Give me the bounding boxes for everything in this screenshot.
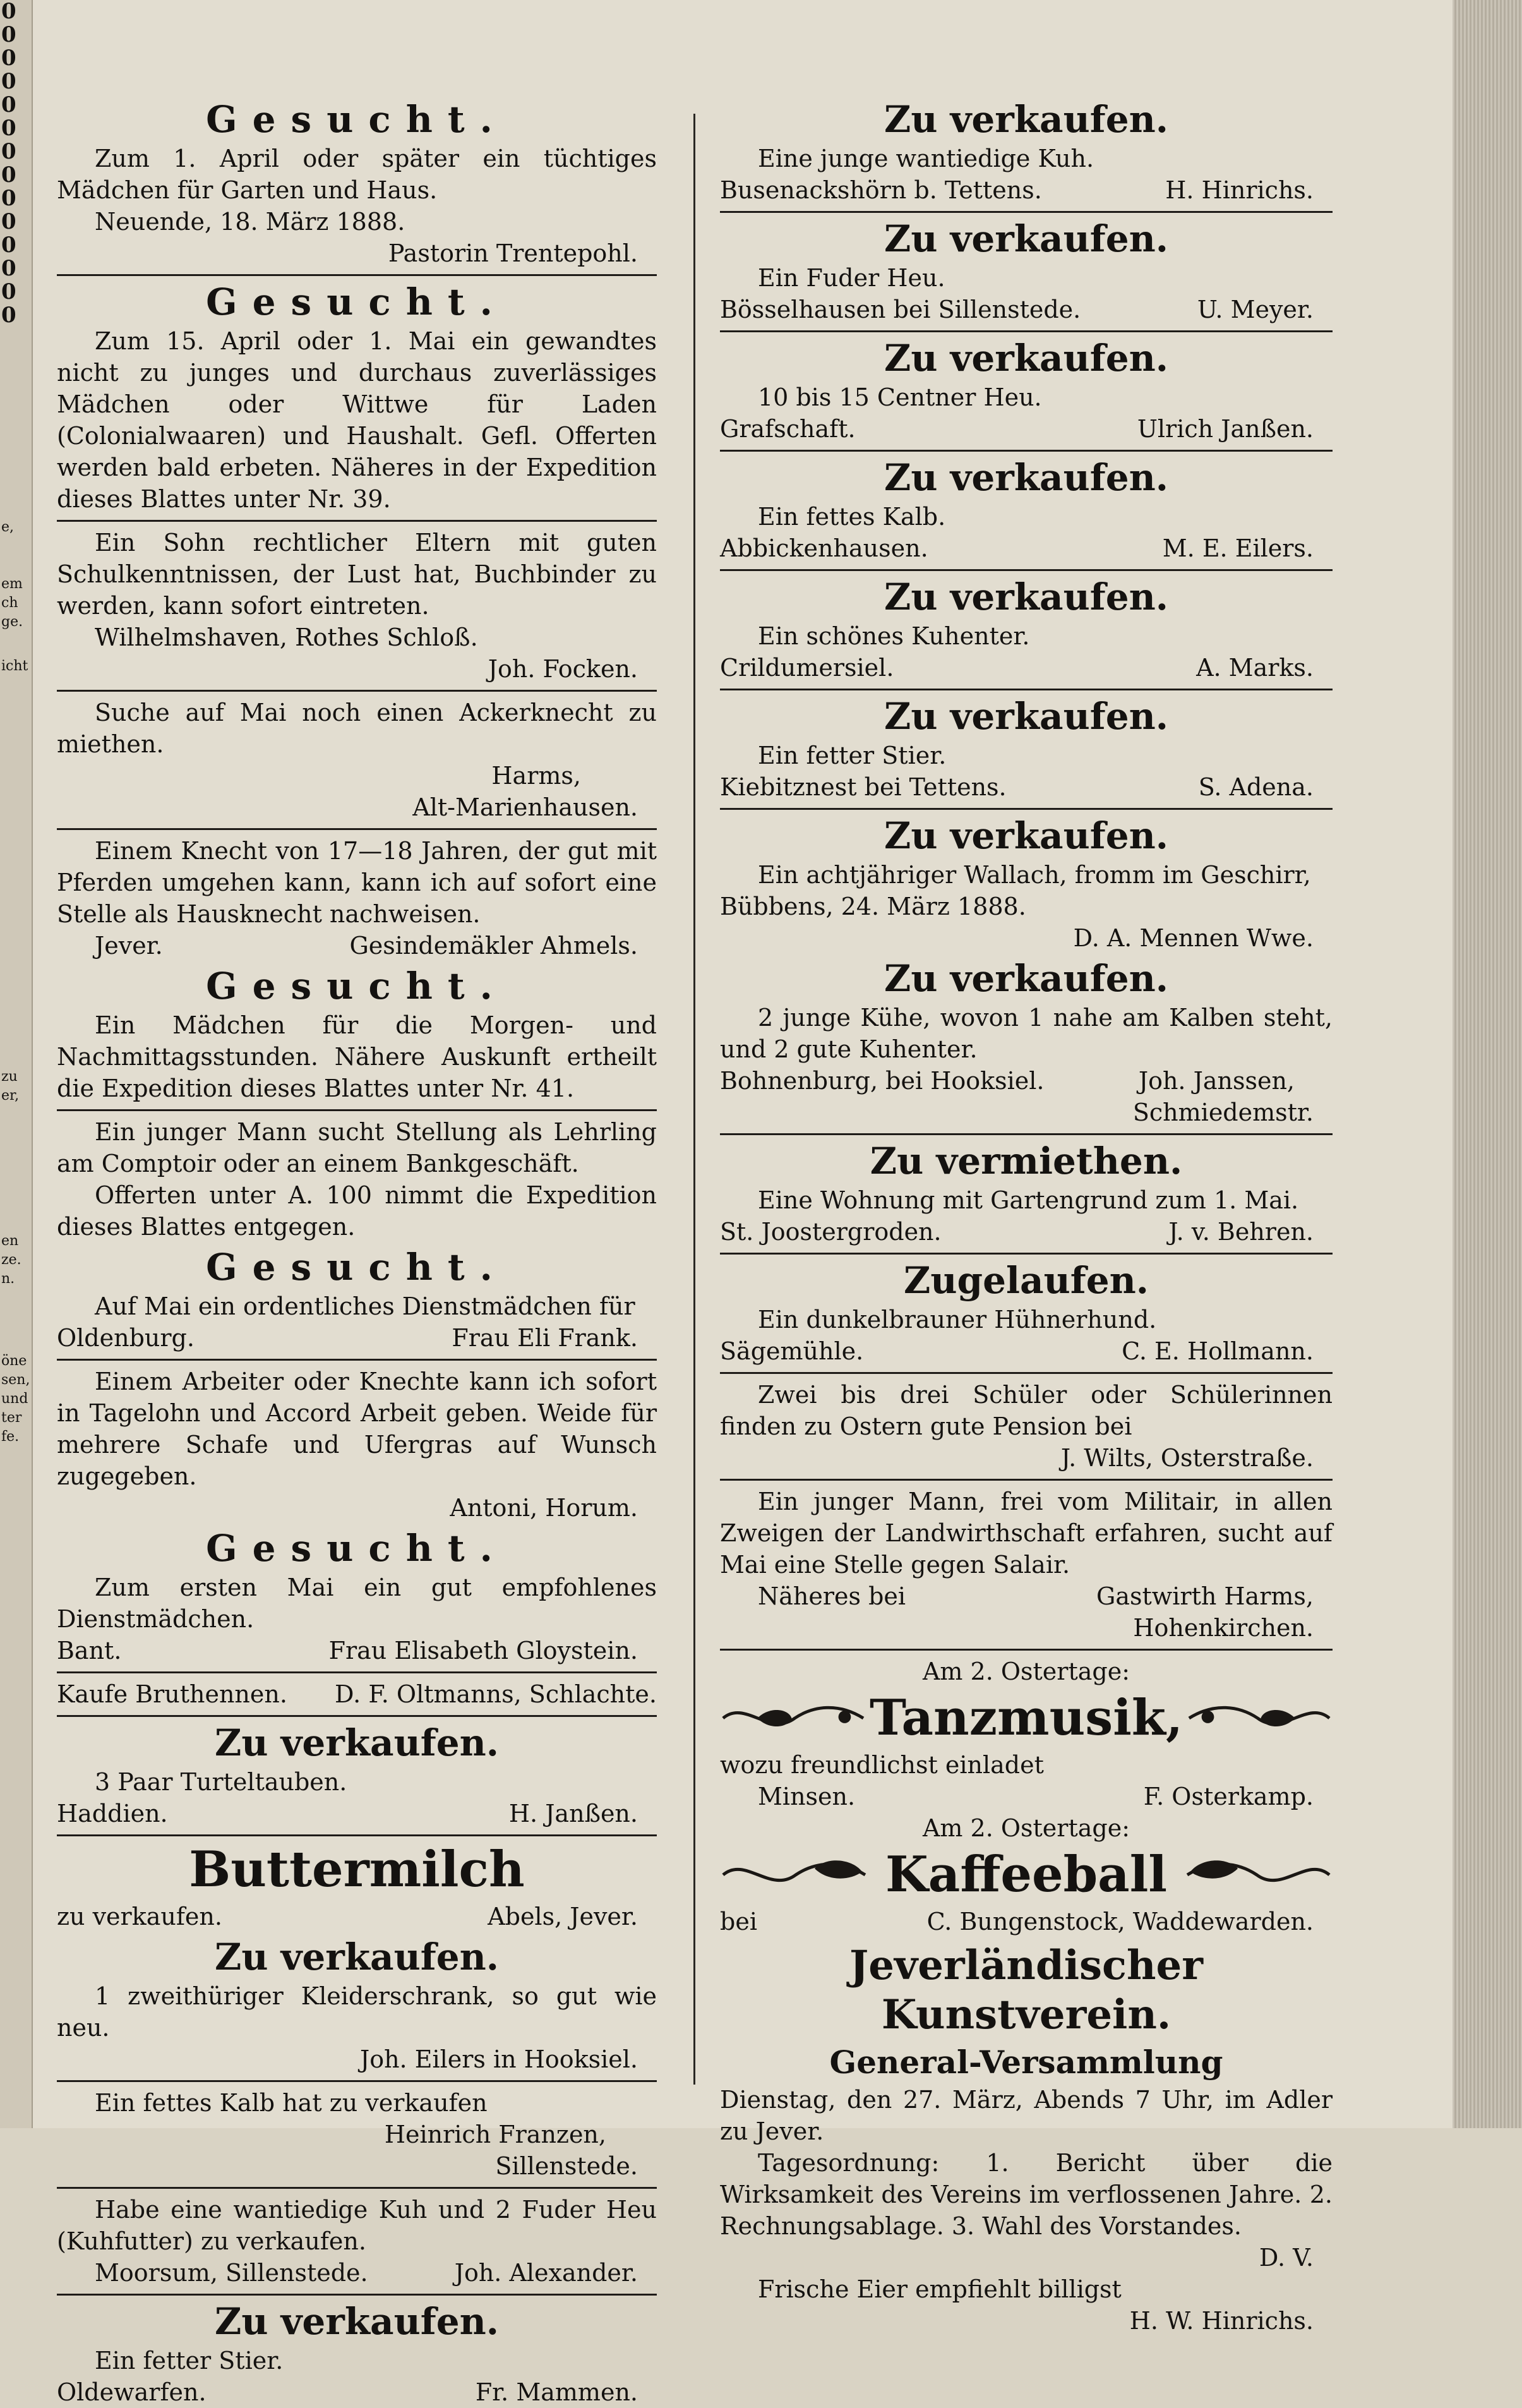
ad-heading: Zu verkaufen.	[884, 217, 1168, 260]
ad-place-date: Bübbens, 24. März 1888.	[720, 893, 1026, 920]
ad-text: Zum ersten Mai ein gut empfohlenes Dienstmädchen.	[57, 1574, 657, 1633]
ad-signature: C. Bungenstock, Waddewarden.	[926, 1908, 1314, 1935]
left-column	[57, 95, 657, 2408]
ad-heading: Zu verkaufen.	[884, 575, 1168, 618]
ad-signature: Gesindemäkler Ahmels.	[349, 932, 638, 960]
ad-heading: Gesucht.	[206, 1527, 508, 1570]
ad-separator	[720, 689, 1333, 690]
heading-ornament-row	[720, 1846, 1333, 1903]
ad-separator	[57, 2187, 657, 2189]
column-divider	[693, 114, 695, 2085]
ad-footer-row	[57, 1798, 657, 1829]
left-flourish-ornament	[720, 1693, 870, 1743]
ad-heading: Gesucht.	[206, 965, 508, 1008]
left-flourish-ornament	[720, 1850, 872, 1900]
ad-heading: Zu verkaufen.	[884, 957, 1168, 1000]
edge-fragment: ter	[1, 1410, 22, 1426]
ad-arbeiter	[57, 1366, 657, 1524]
ad-signature: U. Meyer.	[1197, 296, 1314, 323]
ad-pretext: Am 2. Ostertage:	[922, 1814, 1130, 1842]
ad-gesucht-maedchen-garten	[57, 99, 657, 269]
edge-fragment: sen,	[1, 1372, 30, 1388]
ad-heading: Kaffeeball	[885, 1846, 1167, 1903]
ad-footer-row	[720, 1335, 1333, 1367]
ad-separator	[57, 1834, 657, 1836]
ad-place: Sägemühle.	[720, 1337, 864, 1365]
ad-gesucht-dienstmaedchen	[57, 1246, 657, 1354]
ad-signature: Abels, Jever.	[488, 1903, 638, 1930]
ad-text: Ein Sohn rechtlicher Eltern mit guten Schulkenntnissen, der Lust hat, Buchbinder zu werden, kann sofort eintreten.	[57, 529, 657, 620]
ad-text: Ein dunkelbrauner Hühnerhund.	[758, 1306, 1157, 1333]
edge-char: 0	[1, 116, 16, 141]
ad-text: Ein junger Mann, frei vom Militair, in allen Zweigen der Landwirthschaft erfahren, sucht auf Mai eine Stelle gegen Salair.	[720, 1488, 1333, 1579]
ad-signature: S. Adena.	[1198, 773, 1314, 801]
ad-signature: Antoni, Horum.	[450, 1494, 638, 1522]
ad-text: Habe eine wantiedige Kuh und 2 Fuder Heu (Kuhfutter) zu verkaufen.	[57, 2196, 657, 2255]
edge-fragment: e,	[1, 519, 15, 535]
ad-junge-kuehe	[720, 958, 1333, 1128]
ad-gesucht-morgenstunden	[57, 965, 657, 1104]
ad-separator	[720, 450, 1333, 452]
ad-footer-row	[57, 1635, 657, 1666]
ad-footer-row	[720, 1216, 1333, 1248]
ad-footer-row	[720, 1065, 1333, 1097]
ad-separator	[57, 1359, 657, 1361]
ad-text: bei	[720, 1908, 757, 1935]
ad-signature: Joh. Alexander.	[454, 2259, 638, 2287]
ad-lehrling	[57, 1116, 657, 1243]
edge-char: 0	[1, 92, 16, 117]
edge-char: 0	[1, 279, 16, 304]
ad-text: Zum 15. April oder 1. Mai ein gewandtes nicht zu junges und durchaus zuverlässiges Mädchen oder Wittwe für Laden (Colonialwaaren) und Haushalt. Gefl. Offerten werden bald erbeten. Näheres in der Expedition dieses Blattes unter Nr. 39.	[57, 327, 657, 513]
ad-gesucht-erster-mai	[57, 1527, 657, 1666]
ad-separator	[57, 520, 657, 522]
ad-heading: Jeverländischer Kunstverein.	[849, 1942, 1203, 2038]
ad-footer-row	[720, 533, 1333, 564]
ad-footer-row	[720, 1781, 1333, 1812]
ad-place: Moorsum, Sillenstede.	[95, 2259, 368, 2287]
edge-fragment: n.	[1, 1271, 15, 1287]
ad-signature: J. v. Behren.	[1168, 1218, 1314, 1246]
ad-text: Einem Arbeiter oder Knechte kann ich sofort in Tagelohn und Accord Arbeit geben. Weide für mehrere Schafe und Ufergras auf Wunsch zugegeben.	[57, 1368, 657, 1490]
ad-text: Ein fetter Stier.	[758, 742, 947, 769]
ad-kaffeeball	[720, 1812, 1333, 1937]
edge-char: 0	[1, 303, 16, 328]
ad-text: 1 zweithüriger Kleiderschrank, so gut wie neu.	[57, 1982, 657, 2042]
ad-place: Bant.	[57, 1637, 122, 1665]
ad-place: Minsen.	[758, 1783, 856, 1810]
ad-text: Eine junge wantiedige Kuh.	[758, 145, 1094, 172]
ad-place: Bohnenburg, bei Hooksiel.	[720, 1067, 1045, 1095]
ad-fettes-kalb	[57, 2087, 657, 2182]
ad-wallach	[720, 815, 1333, 954]
ad-wohnung	[720, 1140, 1333, 1248]
ad-text: wozu freundlichst einladet	[720, 1751, 1044, 1779]
ad-signature: D. A. Mennen Wwe.	[1073, 924, 1314, 952]
ad-place: St. Joostergroden.	[720, 1218, 942, 1246]
ad-signature: Joh. Janssen,	[1138, 1067, 1295, 1095]
ad-agenda: Tagesordnung: 1. Bericht über die Wirksamkeit des Vereins im verflossenen Jahre. 2. Rechnungsablage. 3. Wahl des Vorstandes.	[720, 2149, 1333, 2240]
ad-signature: Gastwirth Harms,	[1096, 1582, 1314, 1610]
ad-text: 3 Paar Turteltauben.	[95, 1768, 347, 1796]
edge-fragment: und	[1, 1391, 28, 1407]
ad-bruthennen	[57, 1678, 657, 1710]
ad-text: Einem Knecht von 17—18 Jahren, der gut mit Pferden umgehen kann, kann ich auf sofort eine Stelle als Hausknecht nachweisen.	[57, 837, 657, 928]
ad-separator	[720, 1372, 1333, 1374]
ad-signature: Fr. Mammen.	[475, 2378, 638, 2406]
ad-heading: Zu verkaufen.	[884, 456, 1168, 499]
ad-signature: H. W. Hinrichs.	[1129, 2307, 1314, 2335]
ad-signature: Joh. Focken.	[488, 655, 638, 683]
ad-place: Jever.	[95, 932, 163, 960]
edge-char: 0	[1, 256, 16, 281]
ad-separator	[720, 330, 1333, 332]
ad-separator	[57, 2294, 657, 2296]
edge-fragment: zu	[1, 1069, 18, 1085]
edge-fragment: icht	[1, 658, 28, 674]
ad-pension	[720, 1379, 1333, 1474]
ad-signature: A. Marks.	[1196, 654, 1314, 682]
ad-footer-row	[57, 1901, 657, 1932]
ad-footer-row	[57, 2257, 657, 2289]
ad-place: Grafschaft.	[720, 415, 856, 443]
ad-junge-kuh	[720, 99, 1333, 206]
ad-signature: H. Janßen.	[508, 1800, 638, 1827]
right-flourish-ornament	[1183, 1693, 1333, 1743]
ad-separator	[57, 690, 657, 692]
edge-char: 0	[1, 209, 16, 234]
ad-hausknecht	[57, 835, 657, 961]
ad-place: Kiebitznest bei Tettens.	[720, 773, 1007, 801]
ad-text: Eine Wohnung mit Gartengrund zum 1. Mai.	[758, 1186, 1299, 1214]
ad-place: Crildumersiel.	[720, 654, 894, 682]
ad-place: Hohenkirchen.	[1133, 1614, 1314, 1642]
ad-text: Zwei bis drei Schüler oder Schülerinnen finden zu Ostern gute Pension bei	[720, 1381, 1333, 1440]
edge-fragment: ge.	[1, 614, 23, 630]
ad-separator	[57, 274, 657, 276]
ad-separator	[720, 1479, 1333, 1481]
edge-char: 0	[1, 162, 16, 188]
ad-text: 2 junge Kühe, wovon 1 nahe am Kalben steht, und 2 gute Kuhenter.	[720, 1004, 1333, 1063]
ad-footer-row	[720, 413, 1333, 445]
ad-text: Frische Eier empfiehlt billigst	[758, 2275, 1122, 2303]
ad-place: Abbickenhausen.	[720, 534, 928, 562]
edge-char: 0	[1, 232, 16, 258]
ad-gesucht-laden	[57, 281, 657, 515]
ad-signature: C. E. Hollmann.	[1122, 1337, 1314, 1365]
ad-heading: Buttermilch	[189, 1841, 525, 1898]
ad-centner-heu	[720, 337, 1333, 445]
ad-signature: Joh. Eilers in Hooksiel.	[359, 2045, 638, 2073]
ad-footer-row	[720, 294, 1333, 325]
ad-signature: Frau Elisabeth Gloystein.	[328, 1637, 638, 1665]
adjacent-page-edge	[0, 0, 33, 2128]
page-stack-edge	[1453, 0, 1522, 2128]
ad-turteltauben	[57, 1722, 657, 1829]
ad-text: Auf Mai ein ordentliches Dienstmädchen für	[95, 1292, 635, 1320]
edge-char: 0	[1, 0, 16, 24]
ad-place: Oldenburg.	[57, 1324, 195, 1352]
ad-footer-row	[57, 1322, 657, 1354]
ad-text: Ein achtjähriger Wallach, fromm im Geschirr,	[758, 861, 1311, 889]
ad-heading: Tanzmusik,	[869, 1689, 1183, 1747]
ad-fuder-heu	[720, 218, 1333, 325]
ad-place: Oldewarfen.	[57, 2378, 207, 2406]
ad-landwirthschaft	[720, 1486, 1333, 1644]
ad-footer-row	[720, 771, 1333, 803]
edge-char: 0	[1, 69, 16, 94]
ad-separator	[57, 828, 657, 830]
ad-signature: F. Osterkamp.	[1143, 1783, 1314, 1810]
ad-heading: Gesucht.	[206, 98, 508, 141]
ad-text: Ein Mädchen für die Morgen- und Nachmittagsstunden. Nähere Auskunft ertheilt die Expedition dieses Blattes unter Nr. 41.	[57, 1011, 657, 1102]
right-flourish-ornament	[1181, 1850, 1333, 1900]
edge-fragment: fe.	[1, 1429, 20, 1445]
ad-kuhenter	[720, 576, 1333, 683]
ad-separator	[720, 569, 1333, 571]
ad-kunstverein	[720, 1941, 1333, 2273]
ad-huehnerhund	[720, 1260, 1333, 1367]
ad-separator	[57, 1671, 657, 1673]
ad-text: Ein Fuder Heu.	[758, 264, 945, 292]
ad-footer-row	[720, 1580, 1333, 1612]
ad-signature: D. F. Oltmanns, Schlachte.	[335, 1680, 657, 1708]
ad-place-date: Neuende, 18. März 1888.	[95, 208, 405, 236]
edge-fragment: öne	[1, 1353, 27, 1369]
ad-footer-row	[57, 2376, 657, 2408]
ad-pretext: Am 2. Ostertage:	[922, 1658, 1130, 1685]
ad-text: 10 bis 15 Centner Heu.	[758, 383, 1042, 411]
ad-place: Busenackshörn b. Tettens.	[720, 176, 1042, 204]
ad-frische-eier	[720, 2273, 1333, 2337]
ad-signature: M. E. Eilers.	[1162, 534, 1314, 562]
ad-heading: Zu verkaufen.	[884, 98, 1168, 141]
ad-place: Wilhelmshaven, Rothes Schloß.	[95, 623, 478, 651]
ad-separator	[57, 2080, 657, 2082]
ad-ackerknecht	[57, 697, 657, 823]
ad-subheading: General-Versammlung	[829, 2044, 1223, 2081]
ad-separator	[720, 1649, 1333, 1651]
ad-stier-kiebitznest	[720, 695, 1333, 803]
edge-fragment: er,	[1, 1088, 20, 1104]
ad-heading: Gesucht.	[206, 280, 508, 323]
ad-heading: Zu vermiethen.	[870, 1140, 1183, 1183]
ad-separator	[720, 211, 1333, 213]
ad-buttermilch	[57, 1841, 657, 1932]
ad-separator	[720, 1253, 1333, 1255]
ad-signature: Harms,	[491, 762, 581, 790]
ad-place: Haddien.	[57, 1800, 168, 1827]
edge-char: 0	[1, 22, 16, 47]
edge-char: 0	[1, 186, 16, 211]
ad-text: Offerten unter A. 100 nimmt die Expedition dieses Blattes entgegen.	[57, 1181, 657, 1241]
ad-heading: Zu verkaufen.	[214, 1721, 499, 1764]
ad-footer-row	[720, 1906, 1333, 1937]
ad-text: Zum 1. April oder später ein tüchtiges Mädchen für Garten und Haus.	[57, 145, 657, 204]
ad-kuh-heu	[57, 2194, 657, 2289]
ad-heading: Gesucht.	[206, 1246, 508, 1289]
ad-signature: Frau Eli Frank.	[452, 1324, 638, 1352]
ad-text: Ein junger Mann sucht Stellung als Lehrling am Comptoir oder an einem Bankgeschäft.	[57, 1118, 657, 1177]
ad-heading: Zu verkaufen.	[214, 1935, 499, 1978]
ad-text: Ein fetter Stier.	[95, 2347, 284, 2375]
ad-text: Ein schönes Kuhenter.	[758, 622, 1030, 650]
edge-fragment: en	[1, 1233, 19, 1249]
ad-footer-row	[720, 652, 1333, 683]
ad-heading: Zu verkaufen.	[884, 814, 1168, 857]
edge-char: 0	[1, 45, 16, 71]
ad-tanzmusik	[720, 1656, 1333, 1812]
ad-info: Näheres bei	[758, 1582, 906, 1610]
ad-footer-row	[57, 930, 657, 961]
ad-fetter-stier	[57, 2301, 657, 2408]
heading-ornament-row	[720, 1690, 1333, 1747]
ad-footer-row	[720, 174, 1333, 206]
ad-signature: Pastorin Trentepohl.	[388, 239, 638, 267]
ad-text: Ein fettes Kalb.	[758, 503, 946, 531]
ad-heading: Zu verkaufen.	[884, 695, 1168, 738]
ad-kalb-abbickenhausen	[720, 457, 1333, 564]
ad-text: Suche auf Mai noch einen Ackerknecht zu miethen.	[57, 699, 657, 758]
ad-signature: Heinrich Franzen,	[384, 2121, 606, 2148]
ad-signature: H. Hinrichs.	[1165, 176, 1314, 204]
ad-text: Kaufe Bruthennen.	[57, 1680, 287, 1708]
ad-place: Alt-Marienhausen.	[412, 793, 638, 821]
edge-fragment: em	[1, 576, 23, 592]
ad-separator	[720, 808, 1333, 810]
ad-text: Ein fettes Kalb hat zu verkaufen	[95, 2089, 488, 2117]
ad-place: Sillenstede.	[495, 2152, 638, 2180]
ad-row	[57, 1678, 657, 1710]
edge-char: 0	[1, 139, 16, 164]
ad-buchbinder	[57, 527, 657, 685]
ad-heading: Zu verkaufen.	[884, 337, 1168, 380]
ad-heading: Zugelaufen.	[904, 1259, 1149, 1302]
ad-signature: Ulrich Janßen.	[1137, 415, 1314, 443]
ad-text: zu verkaufen.	[57, 1903, 222, 1930]
ad-text: Dienstag, den 27. März, Abends 7 Uhr, im Adler zu Jever.	[720, 2086, 1333, 2145]
ad-heading: Zu verkaufen.	[214, 2300, 499, 2343]
ad-separator	[57, 1715, 657, 1717]
edge-fragment: ch	[1, 595, 18, 611]
edge-fragment: ze.	[1, 1252, 21, 1268]
ad-signature: J. Wilts, Osterstraße.	[1060, 1444, 1314, 1472]
ad-separator	[57, 1109, 657, 1111]
ad-place: Bösselhausen bei Sillenstede.	[720, 296, 1081, 323]
ad-signature-title: Schmiedemstr.	[1132, 1099, 1314, 1126]
ad-kleiderschrank	[57, 1936, 657, 2075]
ad-signature: D. V.	[1259, 2244, 1314, 2272]
ad-separator	[720, 1133, 1333, 1135]
right-column	[720, 95, 1333, 2337]
